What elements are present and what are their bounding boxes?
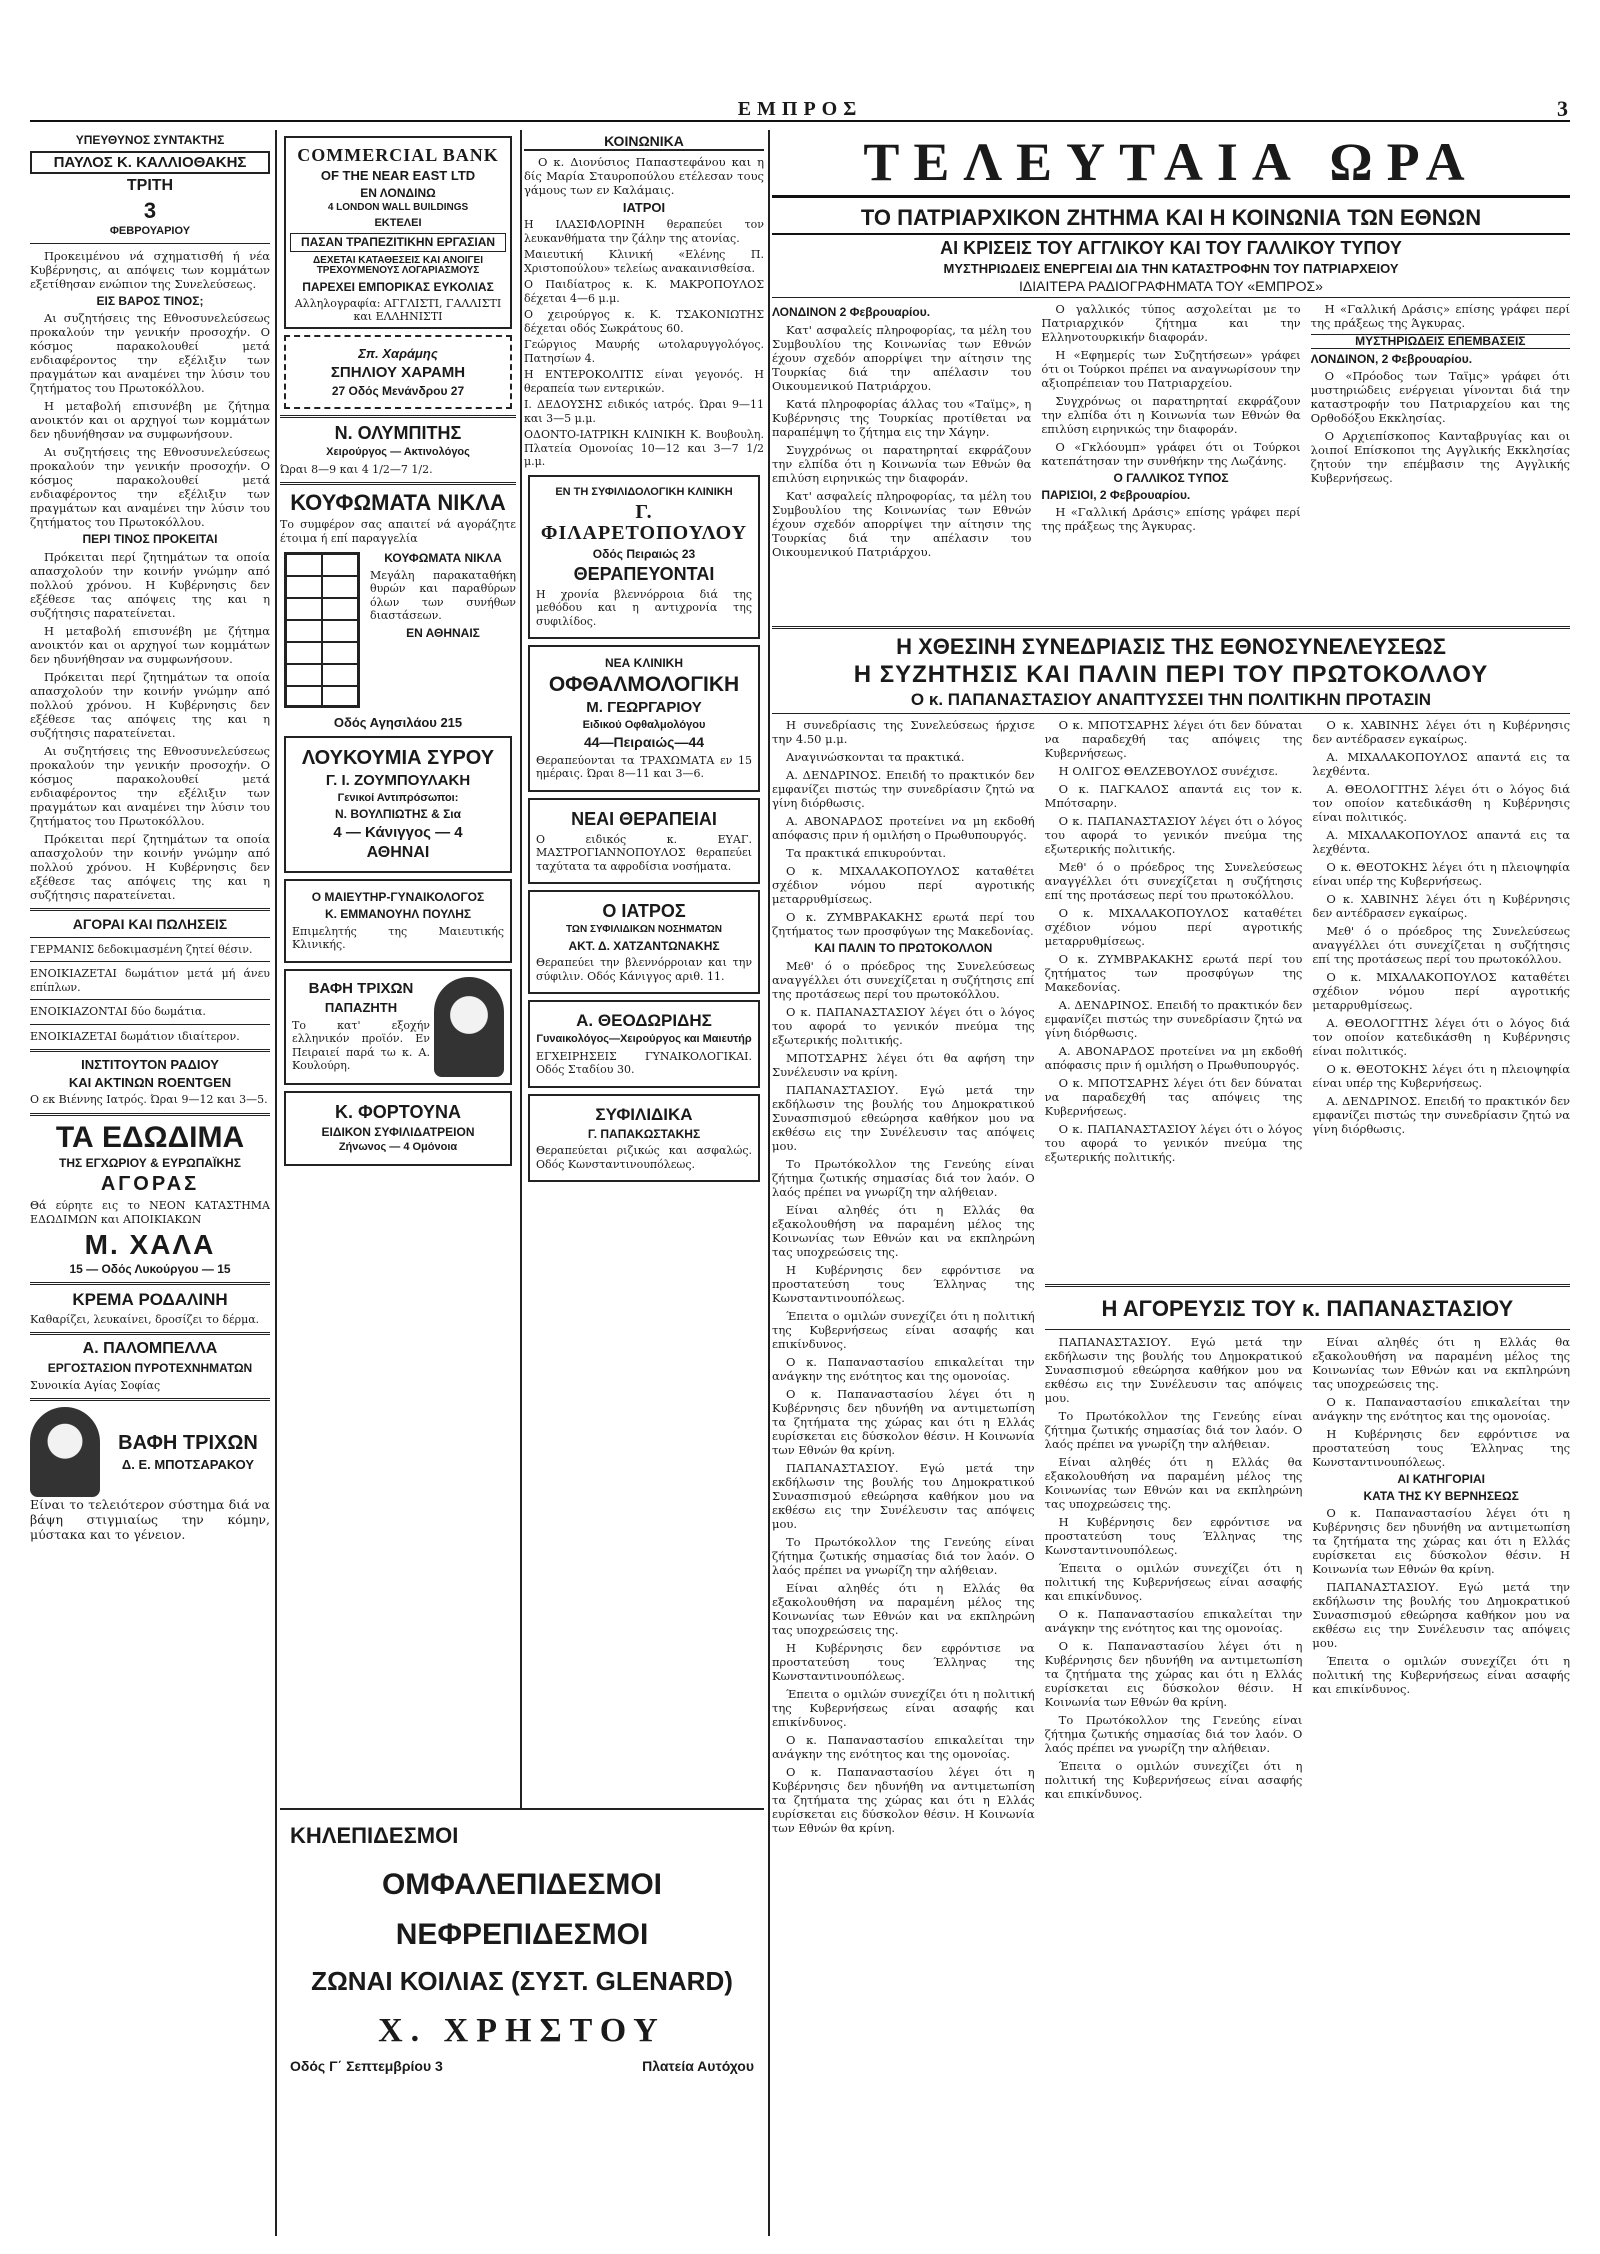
speech-text: ΠΑΠΑΝΑΣΤΑΣΙΟΥ. Εγώ μετά την εκδήλωσιν της βουλής του Δημοκρατικού Συνασπισμού εθεώρησα καθήκον μου να εκθέσω εις την Συνέλευσιν τας απόψεις μου.: [1312, 1580, 1570, 1651]
speech-text: Έπειτα ο ομιλών συνεχίζει ότι η πολιτική της Κυβερνήσεως είναι ασαφής και επικίνδυνος.: [1044, 1561, 1303, 1604]
pharmacy-address: 27 Οδός Μενάνδρου 27: [331, 383, 465, 398]
eye-ad-name: Μ. ΓΕΩΡΓΑΡΙΟΥ: [586, 699, 702, 716]
eye-ad-title: ΟΦΘΑΛΜΟΛΟΓΙΚΗ: [548, 672, 740, 696]
social-text: Ο κ. Διονύσιος Παπαστεφάνου και η δίς Μαρία Σταυροπούλου ετέλεσαν τους γάμους των εν Καλάμαις.: [524, 154, 764, 197]
speech-text: Η Κυβέρνησις δεν εφρόντισε να προστατεύση τους Έλληνας της Κωνσταντινουπόλεως.: [1044, 1515, 1303, 1558]
theodoridis-ad: [528, 1000, 760, 1087]
syfil-ad-title: ΣΥΦΙΛΙΔΙΚΑ: [595, 1104, 693, 1124]
editor-name: ΠΑΥΛΟΣ Κ. ΚΑΛΛΙΟΘΑΚΗΣ: [30, 151, 270, 175]
session-text: Ο κ. ΜΠΟΤΣΑΡΗΣ λέγει ότι δεν δύναται να παραδεχθή τας απόψεις της Κυβερνήσεως.: [1044, 718, 1303, 761]
subhead-mysterious: ΜΥΣΤΗΡΙΩΔΕΙΣ ΕΠΕΜΒΑΣΕΙΣ: [1311, 334, 1570, 349]
session-text: Ο κ. ΘΕΟΤΟΚΗΣ λέγει ότι η πλειοψηφία είναι υπέρ της Κυβερνήσεως.: [1312, 1062, 1570, 1091]
article-text: Πρόκειται περί ζητημάτων τα οποία απασχολούν την κοινήν γνώμην από πολλού χρόνου. Η Κυβέρνησις δεν εξέθεσε τας απόψεις της και η συζήτησις παρατείνεται.: [30, 831, 270, 902]
news-text: Ο γαλλικός τύπος ασχολείται με το Πατριαρχικόν ζήτημα και την Ελληνοτουρκικήν διαφοράν.: [1041, 302, 1301, 344]
eye-ad-subtitle: Ειδικού Οφθαλμολόγου: [582, 718, 706, 731]
hairdye-ad-name: ΠΑΠΑΖΗΤΗ: [324, 1000, 398, 1016]
eye-clinic-ad: [528, 645, 760, 792]
speech-text: Ο κ. Παπαναστασίου επικαλείται την ανάγκην της ενότητος και της ομονοίας.: [1312, 1395, 1570, 1424]
speech-text: ΠΑΠΑΝΑΣΤΑΣΙΟΥ. Εγώ μετά την εκδήλωσιν της βουλής του Δημοκρατικού Συνασπισμού εθεώρησα καθήκον μου να εκθέσω εις την Συνέλευσιν τας απόψεις μου.: [1044, 1335, 1303, 1406]
bank-ad: [284, 136, 512, 329]
news-text: Η «Γαλλική Δράσις» επίσης γράφει περί της πράξεως της Άγκυρας.: [1041, 505, 1301, 534]
neai-ad: [528, 798, 760, 884]
speech-text: Είναι αληθές ότι η Ελλάς θα εξακολουθήση να παραμένη μέλος της Κοινωνίας των Εθνών και να εκπληρώνη τας υποχρεώσεις της.: [1044, 1455, 1303, 1512]
news-text: Ο Αρχιεπίσκοπος Κανταβρυγίας και οι λοιποί Επίσκοποι της Αγγλικής Εκκλησίας ζητούν την επέμβασιν της Αγγλικής Κυβερνήσεως.: [1310, 429, 1570, 486]
truss-ad-line2: ΟΜΦΑΛΕΠΙΔΕΣΜΟΙ: [381, 1868, 663, 1902]
midwife-ad: [284, 879, 512, 962]
woman-portrait-icon: [30, 1407, 100, 1497]
article-text: Η μεταβολή επισυνέβη με ζήτημα ανοικτόν και οι αρχηγοί των κομμάτων δεν ηδυνήθησαν να συμφωνήσουν.: [30, 399, 270, 442]
subhead: ΠΕΡΙ ΤΙΝΟΣ ΠΡΟΚΕΙΤΑΙ: [82, 532, 218, 547]
session-subhead: ΚΑΙ ΠΑΛΙΝ ΤΟ ΠΡΩΤΟΚΟΛΛΟΝ: [814, 941, 993, 956]
bank-name-line2: OF THE NEAR EAST LTD: [320, 167, 476, 183]
session-headline: Η ΧΘΕΣΙΝΗ ΣΥΝΕΔΡΙΑΣΙΣ ΤΗΣ ΕΘΝΟΣΥΝΕΛΕΥΣΕΩΣ: [896, 634, 1446, 659]
olympitis-ad-title: Ν. ΟΛΥΜΠΙΤΗΣ: [334, 423, 462, 444]
fireworks-ad-subtitle: ΕΡΓΟΣΤΑΣΙΟΝ ΠΥΡΟΤΕΧΝΗΜΑΤΩΝ: [47, 1361, 253, 1376]
column-rule: [275, 130, 277, 2236]
column-1: [30, 130, 270, 2236]
article-text: Αι συζητήσεις της Εθνοσυνελεύσεως προκαλούν την γενικήν προσοχήν. Ο κόσμος παρακολουθεί μετά ενδιαφέροντος την εξέλιξιν των πραγμάτων και αναμένει την λύσιν του ζητήματος του Πρωτοκόλλου.: [30, 743, 270, 828]
session-text: Ο κ. ΠΑΠΑΝΑΣΤΑΣΙΟΥ λέγει ότι ο λόγος του αφορά το γενικόν πνεύμα της εξωτερικής πολιτικής.: [1044, 1122, 1303, 1165]
subhead-french-press: Ο ΓΑΛΛΙΚΟΣ ΤΥΠΟΣ: [1113, 471, 1229, 485]
cream-ad-title: ΚΡΕΜΑ ΡΟΔΑΛΙΝΗ: [72, 1290, 228, 1310]
news-col-b: [1041, 302, 1300, 620]
session-text: Ο κ. ΜΠΟΤΣΑΡΗΣ λέγει ότι δεν δύναται να παραδεχθή τας απόψεις της Κυβερνήσεως.: [1044, 1076, 1303, 1119]
session-text: Ο κ. ΧΑΒΙΝΗΣ λέγει ότι η Κυβέρνησις δεν αντέδρασεν εγκαίρως.: [1312, 718, 1570, 747]
session-text: Α. ΔΕΝΔΡΙΝΟΣ. Επειδή το πρακτικόν δεν εμφανίζει πιστώς την συνεδρίασιν ζητώ να γίνη διόρθωσις.: [1044, 998, 1303, 1041]
bank-address: 4 LONDON WALL BUILDINGS: [327, 202, 469, 214]
session-text: Τα πρακτικά επικυρούνται.: [786, 846, 947, 861]
pharmacy-ad: [284, 335, 512, 409]
doctors-heading: ΙΑΤΡΟΙ: [622, 199, 666, 215]
session-text: ΜΠΟΤΣΑΡΗΣ λέγει ότι θα αφήση την Συνέλευσιν να κρίνη.: [772, 1050, 1035, 1079]
column-2: [280, 130, 516, 1804]
doctor-ad: Γεώργιος Μαυρής ωτολαρυγγολόγος. Πατησίων 4.: [524, 338, 764, 365]
neai-ad-text: Ο ειδικός κ. ΕΥΑΓ. ΜΑΣΤΡΟΓΙΑΝΝΟΠΟΥΛΟΣ θεραπεύει ταχύτατα τα αφροδίσια νοσήματα.: [536, 832, 752, 873]
dye-ad-name: Δ. Ε. ΜΠΟΤΣΑΡΑΚΟΥ: [121, 1456, 255, 1472]
syros-ad-title: ΛΟΥΚΟΥΜΙΑ ΣΥΡΟΥ: [301, 747, 495, 770]
midwife-ad-title: Ο ΜΑΙΕΥΤΗΡ-ΓΥΝΑΙΚΟΛΟΓΟΣ: [311, 890, 485, 905]
hairdye-ad: [284, 969, 512, 1085]
dye-ad-text: Είναι το τελειότερον σύστημα διά να βάψη στιγμιαίως την κόμην, μύστακα και το γένειον.: [30, 1497, 270, 1543]
syfilidika-ad: [528, 1094, 760, 1182]
truss-ad-name: Χ. ΧΡΗΣΤΟΥ: [378, 2012, 666, 2050]
session-text: Μεθ' ό ο πρόεδρος της Συνελεύσεως αναγγέλλει ότι συνεχίζεται η συζήτησις επί της προτάσεως περί του πρωτοκόλλου.: [1312, 924, 1570, 967]
classifieds-heading: ΑΓΟΡΑΙ ΚΑΙ ΠΩΛΗΣΕΙΣ: [72, 915, 228, 932]
session-text: Έπειτα ο ομιλών συνεχίζει ότι η πολιτική της Κυβερνήσεως είναι ασαφής και επικίνδυνος.: [772, 1308, 1035, 1351]
speech-text: Η Κυβέρνησις δεν εφρόντισε να προστατεύση τους Έλληνας της Κωνσταντινουπόλεως.: [1312, 1427, 1570, 1470]
session-text: Ο κ. ΜΙΧΑΛΑΚΟΠΟΥΛΟΣ καταθέτει σχέδιον νόμου περί αγροτικής μεταρρυθμίσεως.: [772, 864, 1035, 907]
session-text: Α. ΑΒΟΝΑΡΔΟΣ προτείνει να μη εκδοθή απόφασις πριν ή ομιλήση ο Πρωθυπουργός.: [772, 814, 1035, 843]
bank-services: ΠΑΣΑΝ ΤΡΑΠΕΖΙΤΙΚΗΝ ΕΡΓΑΣΙΑΝ: [290, 233, 506, 252]
headline-mystery: ΜΥΣΤΗΡΙΩΔΕΙΣ ΕΝΕΡΓΕΙΑΙ ΔΙΑ ΤΗΝ ΚΑΤΑΣΤΡΟΦΗΝ ΤΟΥ ΠΑΤΡΙΑΡΧΕΙΟΥ: [943, 260, 1399, 276]
issue-month: ΦΕΒΡΟΥΑΡΙΟΥ: [109, 225, 191, 238]
fortouna-ad-subtitle: ΕΙΔΙΚΟΝ ΣΥΦΙΛΙΔΑΤΡΕΙΟΝ: [321, 1124, 475, 1139]
session-text: Α. ΔΕΝΔΡΙΝΟΣ. Επειδή το πρακτικόν δεν εμφανίζει πιστώς την συνεδρίασιν ζητώ να γίνη διόρθωσις.: [1312, 1094, 1570, 1137]
session-text: Ο κ. ΜΙΧΑΛΑΚΟΠΟΥΛΟΣ καταθέτει σχέδιον νόμου περί αγροτικής μεταρρυθμίσεως.: [1044, 906, 1303, 949]
session-right: [1045, 718, 1570, 2036]
syfil-ad-name: Γ. ΠΑΠΑΚΩΣΤΑΚΗΣ: [587, 1126, 701, 1141]
newspaper-title: ΕΜΠΡΟΣ: [737, 100, 863, 120]
session-text: Το Πρωτόκολλον της Γενεύης είναι ζήτημα ζωτικής σημασίας διά τον λαόν. Ο λαός πρέπει να γνωρίζη την αλήθειαν.: [772, 1156, 1035, 1199]
speech-col-b: [1312, 1335, 1570, 2036]
clinic-ad: [528, 475, 760, 640]
speech-subhead-2: ΚΑΤΑ ΤΗΣ ΚΥ ΒΕΡΝΗΣΕΩΣ: [1363, 1488, 1519, 1503]
session-text: Α. ΜΙΧΑΛΑΚΟΠΟΥΛΟΣ απαντά εις τα λεχθέντα.: [1312, 750, 1570, 779]
food-ad-subtitle: ΤΗΣ ΕΓΧΩΡΙΟΥ & ΕΥΡΩΠΑΪΚΗΣ: [59, 1156, 241, 1171]
session-deck: Ο κ. ΠΑΠΑΝΑΣΤΑΣΙΟΥ ΑΝΑΠΤΥΣΣΕΙ ΤΗΝ ΠΟΛΙΤΙΚΗΝ ΠΡΟΤΑΣΙΝ: [772, 691, 1570, 714]
syros-ad-sub: Γενικοί Αντιπρόσωποι:: [337, 791, 459, 804]
iatros-ad-subtitle: ΤΩΝ ΣΥΦΙΛΙΔΙΚΩΝ ΝΟΣΗΜΑΤΩΝ: [566, 924, 722, 936]
session-text: Ο κ. Παπαναστασίου λέγει ότι η Κυβέρνησις δεν ηδυνήθη να αντιμετωπίση τα ζητήματα της χώρας και ότι η Ελλάς ευρίσκεται εις δύσκολον θέσιν. Η Κοινωνία των Εθνών θα κρίνη.: [772, 1386, 1035, 1457]
clinic-ad-claim: ΘΕΡΑΠΕΥΟΝΤΑΙ: [573, 563, 715, 584]
clinic-ad-name: Γ. ΦΙΛΑΡΕΤΟΠΟΥΛΟΥ: [540, 501, 748, 545]
masthead: [30, 100, 1570, 122]
article-text: Αι συζητήσεις της Εθνοσυνελεύσεως προκαλούν την γενικήν προσοχήν. Ο κόσμος παρακολουθεί μετά ενδιαφέροντος την εξέλιξιν των πραγμάτων και αναμένει την λύσιν του ζητήματος του Πρωτοκόλλου.: [30, 311, 270, 396]
nikla-ad-text: Το συμφέρον σας απαιτεί νά αγοράζητε έτοιμα ή επί παραγγελία: [280, 518, 516, 545]
session-text: Η Κυβέρνησις δεν εφρόντισε να προστατεύση τους Έλληνας της Κωνσταντινουπόλεως.: [772, 1640, 1035, 1683]
midwife-ad-name: Κ. ΕΜΜΑΝΟΥΗΛ ΠΟΥΛΗΣ: [324, 907, 472, 922]
news-text: Η «Γαλλική Δράσις» επίσης γράφει περί της πράξεως της Άγκυρας.: [1310, 302, 1570, 330]
news-text: Συγχρόνως οι παρατηρηταί εκφράζουν την ελπίδα ότι η Κοινωνία των Εθνών θα επιλύση ειρηνικώς την διαφοράν.: [772, 442, 1032, 485]
session-text: Μεθ' ό ο πρόεδρος της Συνελεύσεως αναγγέλλει ότι συνεχίζεται η συζήτησις επί της προτάσεως περί του πρωτοκόλλου.: [1044, 860, 1303, 903]
session-text: Α. ΘΕΟΛΟΓΙΤΗΣ λέγει ότι ο λόγος διά τον οποίον κατεδικάσθη η Κυβέρνησις είναι πολιτικός.: [1312, 782, 1570, 825]
session-text: Η ΟΛΙΓΟΣ ΘΕΛΖΕΒΟΥΛΟΣ συνέχισε.: [1058, 764, 1279, 779]
session-text: Ο κ. ΧΑΒΙΝΗΣ λέγει ότι η Κυβέρνησις δεν αντέδρασεν εγκαίρως.: [1312, 892, 1570, 921]
news-col-c: [1311, 302, 1570, 620]
session-text: Α. ΘΕΟΛΟΓΙΤΗΣ λέγει ότι ο λόγος διά τον οποίον κατεδικάσθη η Κυβέρνησις είναι πολιτικός.: [1312, 1016, 1570, 1059]
iatros-ad-text: Θεραπεύει την βλεννόρροιαν και την σύφιλιν. Οδός Κάνιγγος αριθ. 11.: [536, 956, 752, 983]
issue-day: ΤΡΙΤΗ: [126, 177, 174, 195]
headline-radiograms: ΙΔΙΑΙΤΕΡΑ ΡΑΔΙΟΓΡΑΦΗΜΑΤΑ ΤΟΥ «ΕΜΠΡΟΣ»: [772, 279, 1570, 298]
dateline: ΛΟΝΔΙΝΟΝ, 2 Φεβρουαρίου.: [1310, 351, 1473, 366]
session-text: Ο κ. ΖΥΜΒΡΑΚΑΚΗΣ ερωτά περί του ζητήματος των προσφύγων της Μακεδονίας.: [772, 910, 1035, 939]
truss-ad-line1: ΚΗΛΕΠΙΔΕΣΜΟΙ: [290, 1823, 459, 1848]
midwife-ad-text: Επιμελητής της Μαιευτικής Κλινικής.: [292, 924, 504, 952]
bank-correspondence: Αλληλογραφία: ΑΓΓΛΙΣΤΙ, ΓΑΛΛΙΣΤΙ και ΕΛΛΗΝΙΣΤΙ: [294, 297, 502, 324]
hairdye-ad-text: Το κατ' εξοχήν ελληνικόν προϊόν. Εν Πειραιεί παρά τω κ. Α. Κουλούρη.: [292, 1018, 430, 1073]
latest-hour-banner: ΤΕΛΕΥΤΑΙΑ ΩΡΑ: [772, 134, 1570, 198]
truss-ad-line4: ΖΩΝΑΙ ΚΟΙΛΙΑΣ (ΣΥΣΤ. GLENARD): [311, 1966, 733, 1997]
subhead: ΕΙΣ ΒΑΡΟΣ ΤΙΝΟΣ;: [96, 293, 204, 308]
session-text: Ο κ. ΠΑΠΑΝΑΣΤΑΣΙΟΥ λέγει ότι ο λόγος του αφορά το γενικόν πνεύμα της εξωτερικής πολιτικής.: [1044, 814, 1303, 857]
session-text: Η Κυβέρνησις δεν εφρόντισε να προστατεύση τους Έλληνας της Κωνσταντινουπόλεως.: [772, 1262, 1035, 1305]
classified-ad: ΕΝΟΙΚΙΑΖΟΝΤΑΙ δύο δωμάτια.: [30, 1005, 206, 1019]
session-text: Ο κ. ΠΑΠΑΝΑΣΤΑΣΙΟΥ λέγει ότι ο λόγος του αφορά το γενικόν πνεύμα της εξωτερικής πολιτικής.: [772, 1004, 1035, 1047]
column-3: [524, 130, 764, 1804]
session-text: Το Πρωτόκολλον της Γενεύης είναι ζήτημα ζωτικής σημασίας διά τον λαόν. Ο λαός πρέπει να γνωρίζη την αλήθειαν.: [772, 1534, 1035, 1577]
hairdye-ad-title: ΒΑΦΗ ΤΡΙΧΩΝ: [308, 980, 414, 998]
syros-ad-rep: Ν. ΒΟΥΛΠΙΩΤΗΣ & Σια: [335, 807, 461, 822]
fortouna-ad-address: Ζήνωνος — 4 Ομόνοια: [338, 1141, 458, 1154]
session-text: Ο κ. Παπαναστασίου λέγει ότι η Κυβέρνησις δεν ηδυνήθη να αντιμετωπίση τα ζητήματα της χώρας και ότι η Ελλάς ευρίσκεται εις δύσκολον θέσιν. Η Κοινωνία των Εθνών θα κρίνη.: [772, 1764, 1035, 1835]
page-number: 3: [1557, 100, 1568, 121]
speech-text: Το Πρωτόκολλον της Γενεύης είναι ζήτημα ζωτικής σημασίας διά τον λαόν. Ο λαός πρέπει να γνωρίζη την αλήθειαν.: [1044, 1713, 1303, 1756]
headline-press: ΑΙ ΚΡΙΣΕΙΣ ΤΟΥ ΑΓΓΛΙΚΟΥ ΚΑΙ ΤΟΥ ΓΑΛΛΙΚΟΥ ΤΥΠΟΥ: [940, 237, 1402, 258]
radio-ad-title: ΙΝΣΤΙΤΟΥΤΟΝ ΡΑΔΙΟΥ: [81, 1057, 219, 1073]
speech-text: Ο κ. Παπαναστασίου επικαλείται την ανάγκην της ενότητος και της ομονοίας.: [1044, 1607, 1303, 1636]
food-ad-name: Μ. ΧΑΛΑ: [84, 1229, 216, 1261]
woman-portrait-icon: [434, 977, 504, 1077]
theo-ad-subtitle: Γυναικολόγος—Χειρούργος και Μαιευτήρ: [536, 1033, 752, 1046]
syros-ad-city: ΑΘΗΝΑΙ: [366, 843, 430, 861]
session-text: Α. ΜΙΧΑΛΑΚΟΠΟΥΛΟΣ απαντά εις τα λεχθέντα.: [1312, 828, 1570, 857]
neai-ad-title: ΝΕΑΙ ΘΕΡΑΠΕΙΑΙ: [571, 808, 717, 829]
session-text: Αναγινώσκονται τα πρακτικά.: [786, 750, 965, 765]
theo-ad-title: Α. ΘΕΟΔΩΡΙΔΗΣ: [576, 1011, 712, 1031]
olympitis-ad-text: Ώραι 8—9 και 4 1/2—7 1/2.: [280, 462, 433, 476]
session-text: Ο κ. Παπαναστασίου επικαλείται την ανάγκην της ενότητος και της ομονοίας.: [772, 1354, 1035, 1383]
intro-text: Προκειμένου νά σχηματισθή ή νέα Κυβέρνησις, αι απόψεις των κομμάτων εξετίθησαν ενώπιον της Συνελεύσεως.: [30, 248, 270, 291]
fortouna-ad-title: Κ. ΦΟΡΤΟΥΝΑ: [335, 1101, 461, 1122]
bank-deposits: ΔΕΧΕΤΑΙ ΚΑΤΑΘΕΣΕΙΣ ΚΑΙ ΑΝΟΙΓΕΙ ΤΡΕΧΟΥΜΕΝΟΥΣ ΛΟΓΑΡΙΑΣΜΟΥΣ: [312, 254, 484, 277]
session-text: Α. ΔΕΝΔΡΙΝΟΣ. Επειδή το πρακτικόν δεν εμφανίζει πιστώς την συνεδρίασιν ζητώ να γίνη διόρθωσις.: [772, 768, 1035, 811]
news-text: Κατ' ασφαλείς πληροφορίας, τα μέλη του Συμβουλίου της Κοινωνίας των Εθνών έχουν σχεδόν απορρίψει την αίτησιν της Τουρκίας διά την απέλασιν του Οικουμενικού Πατριάρχου.: [772, 322, 1032, 393]
eye-ad-address: 44—Πειραιώς—44: [583, 734, 705, 751]
speech-headline: Η ΑΓΟΡΕΥΣΙΣ ΤΟΥ κ. ΠΑΠΑΝΑΣΤΑΣΙΟΥ: [1101, 1296, 1514, 1322]
session-columns: [772, 718, 1570, 2036]
iatros-ad: [528, 890, 760, 994]
pharmacy-signature: Σπ. Χαράμης: [358, 346, 438, 362]
latest-news-section: [772, 130, 1570, 2236]
food-ad-address: 15 — Οδός Λυκούργου — 15: [69, 1262, 231, 1277]
session-text: ΠΑΠΑΝΑΣΤΑΣΙΟΥ. Εγώ μετά την εκδήλωσιν της βουλής του Δημοκρατικού Συνασπισμού εθεώρησα καθήκον μου να εκθέσω εις την Συνέλευσιν τας απόψεις μου.: [772, 1460, 1035, 1531]
speech-col-a: [1045, 1335, 1303, 2036]
bank-performs: ΕΚΤΕΛΕΙ: [374, 216, 422, 229]
speech-text: Έπειτα ο ομιλών συνεχίζει ότι η πολιτική της Κυβερνήσεως είναι ασαφής και επικίνδυνος.: [1312, 1654, 1570, 1697]
fireworks-ad-address: Συνοικία Αγίας Σοφίας: [30, 1378, 161, 1392]
session-text: Ο κ. ΜΙΧΑΛΑΚΟΠΟΥΛΟΣ καταθέτει σχέδιον νόμου περί αγροτικής μεταρρυθμίσεως.: [1312, 970, 1570, 1013]
article-text: Αι συζητήσεις της Εθνοσυνελεύσεως προκαλούν την γενικήν προσοχήν. Ο κόσμος παρακολουθεί μετά ενδιαφέροντος την εξέλιξιν των πραγμάτων και αναμένει την λύσιν του ζητήματος του Πρωτοκόλλου.: [30, 445, 270, 530]
session-col-b: [1045, 718, 1303, 1278]
classified-ad: ΕΝΟΙΚΙΑΖΕΤΑΙ δωμάτιον μετά μή άνευ επίπλων.: [30, 967, 270, 994]
doctor-ad: ΟΔΟΝΤΟ-ΙΑΤΡΙΚΗ ΚΛΙΝΙΚΗ Κ. Βουβουλη. Πλατεία Ομονοίας 10—12 και 3—7 1/2 μ.μ.: [524, 428, 764, 469]
iatros-ad-title: Ο ΙΑΤΡΟΣ: [602, 901, 686, 922]
clinic-ad-text: Η χρονία βλεννόρροια διά της μεθόδου και η αντιχρονία της συφιλίδος.: [536, 587, 752, 628]
news-text: Ο «Πρόοδος των Ταϊμς» γράφει ότι μυστηριώδεις ενέργειαι γίνονται διά την καταστροφήν του Πατριαρχείου και της Ορθοδόξου Εκκλησίας.: [1310, 369, 1570, 426]
session-col-a: [772, 718, 1035, 2036]
classified-ad: ΓΕΡΜΑΝΙΣ δεδοκιμασμένη ζητεί θέσιν.: [30, 942, 253, 956]
social-heading: ΚΟΙΝΩΝΙΚΑ: [524, 134, 764, 151]
session-text: Ο κ. ΠΑΓΚΑΛΟΣ απαντά εις τον κ. Μπότσαρην.: [1044, 782, 1303, 811]
syros-ad: [284, 736, 512, 873]
syfil-ad-text: Θεραπεύεται ριζικώς και ασφαλώς. Οδός Κωνσταντινουπόλεως.: [536, 1144, 752, 1171]
article-text: Η μεταβολή επισυνέβη με ζήτημα ανοικτόν και οι αρχηγοί των κομμάτων δεν ηδυνήθησαν να συμφωνήσουν.: [30, 623, 270, 666]
nikla-ad-address: Οδός Αγησιλάου 215: [333, 715, 463, 731]
session-text: Μεθ' ό ο πρόεδρος της Συνελεύσεως αναγγέλλει ότι συνεχίζεται η συζήτησις επί της προτάσεως περί του πρωτοκόλλου.: [772, 958, 1035, 1001]
nikla-ad-title: ΚΟΥΦΩΜΑΤΑ ΝΙΚΛΑ: [290, 490, 506, 516]
syros-ad-name: Γ. Ι. ΖΟΥΜΠΟΥΛΑΚΗ: [325, 772, 471, 790]
clinic-ad-address: Οδός Πειραιώς 23: [592, 547, 696, 562]
speech-text: Ο κ. Παπαναστασίου λέγει ότι η Κυβέρνησις δεν ηδυνήθη να αντιμετωπίση τα ζητήματα της χώρας και ότι η Ελλάς ευρίσκεται εις δύσκολον θέσιν. Η Κοινωνία των Εθνών θα κρίνη.: [1044, 1639, 1303, 1710]
iatros-ad-name: ΑΚΤ. Δ. ΧΑΤΖΑΝΤΩΝΑΚΗΣ: [568, 938, 720, 953]
news-col-a: [772, 302, 1031, 620]
truss-ad: [280, 1808, 764, 2236]
nikla-ad-shop: ΚΟΥΦΩΜΑΤΑ ΝΙΚΛΑ: [384, 551, 502, 566]
session-text: Ο κ. Παπαναστασίου επικαλείται την ανάγκην της ενότητος και της ομονοίας.: [772, 1732, 1035, 1761]
cream-ad-text: Καθαρίζει, λευκαίνει, δροσίζει το δέρμα.: [30, 1312, 260, 1326]
session-text: Είναι αληθές ότι η Ελλάς θα εξακολουθήση να παραμένη μέλος της Κοινωνίας των Εθνών και να εκπληρώνη τας υποχρεώσεις της.: [772, 1580, 1035, 1637]
food-ad-title: ΤΑ ΕΔΩΔΙΜΑ: [55, 1120, 245, 1154]
food-ad-where: Θά εύρητε εις το ΝΕΟΝ ΚΑΤΑΣΤΗΜΑ ΕΔΩΔΙΜΩΝ και ΑΠΟΙΚΙΑΚΩΝ: [30, 1199, 270, 1226]
food-ad-market: ΑΓΟΡΑΣ: [100, 1173, 200, 1196]
clinic-ad-heading: ΕΝ ΤΗ ΣΥΦΙΛΙΔΟΛΟΓΙΚΗ ΚΛΙΝΙΚΗ: [555, 485, 733, 498]
nikla-ad-city: ΕΝ ΑΘΗΝΑΙΣ: [406, 625, 480, 640]
session-text: Είναι αληθές ότι η Ελλάς θα εξακολουθήση να παραμένη μέλος της Κοινωνίας των Εθνών και να εκπληρώνη τας υποχρεώσεις της.: [772, 1202, 1035, 1259]
eye-ad-text: Θεραπεύονται τα ΤΡΑΧΩΜΑΤΑ εν 15 ημέραις. Ώραι 8—11 και 3—6.: [536, 753, 752, 781]
speech-text: Ο κ. Παπαναστασίου λέγει ότι η Κυβέρνησις δεν ηδυνήθη να αντιμετωπίση τα ζητήματα της χώρας και ότι η Ελλάς ευρίσκεται εις δύσκολον θέσιν. Η Κοινωνία των Εθνών θα κρίνη.: [1312, 1506, 1570, 1577]
fireworks-ad-title: Α. ΠΑΛΟΜΠΕΛΛΑ: [82, 1340, 218, 1358]
news-text: Κατ' ασφαλείς πληροφορίας, τα μέλη του Συμβουλίου της Κοινωνίας των Εθνών έχουν σχεδόν απορρίψει την αίτησιν της Τουρκίας διά την απέλασιν του Οικουμενικού Πατριάρχου.: [772, 488, 1032, 559]
speech-text: Το Πρωτόκολλον της Γενεύης είναι ζήτημα ζωτικής σημασίας διά τον λαόν. Ο λαός πρέπει να γνωρίζη την αλήθειαν.: [1044, 1409, 1303, 1452]
dateline: ΛΟΝΔΙΝΟΝ 2 Φεβρουαρίου.: [772, 305, 931, 319]
doctor-ad: Ο Παιδίατρος κ. Κ. ΜΑΚΡΟΠΟΥΛΟΣ δέχεται 4—6 μ.μ.: [524, 278, 764, 305]
dye-ad-title: ΒΑΦΗ ΤΡΙΧΩΝ: [118, 1431, 258, 1454]
nikla-ad-desc: Μεγάλη παρακαταθήκη θυρών και παραθύρων όλων των συνήθων διαστάσεων.: [370, 568, 516, 623]
news-text: Κατά πληροφορίας άλλας του «Ταϊμς», η Κυβέρνησις της Τουρκίας προτίθεται να παραπέμψη το ζήτημα εις την Χάγην.: [772, 396, 1032, 439]
olympitis-ad-subtitle: Χειρούργος — Ακτινολόγος: [326, 446, 470, 459]
syros-ad-address: 4 — Κάνιγγος — 4: [333, 823, 463, 841]
doctor-ad: Η ΕΝΤΕΡΟΚΟΛΙΤΙΣ είναι γεγονός. Η θεραπεία των εντερικών.: [524, 368, 764, 395]
article-text: Πρόκειται περί ζητημάτων τα οποία απασχολούν την κοινήν γνώμην από πολλού χρόνου. Η Κυβέρνησις δεν εξέθεσε τας απόψεις της και η συζήτησις παρατείνεται.: [30, 549, 270, 620]
session-text: ΠΑΠΑΝΑΣΤΑΣΙΟΥ. Εγώ μετά την εκδήλωσιν της βουλής του Δημοκρατικού Συνασπισμού εθεώρησα καθήκον μου να εκθέσω εις την Συνέλευσιν τας απόψεις μου.: [772, 1082, 1035, 1153]
doctor-ad: Η ΙΛΑΣΙΦΛΟΡΙΝΗ θεραπεύει τον λευκανθήματα την ζάλην της ατονίας.: [524, 218, 764, 245]
session-text: Η συνεδρίασις της Συνελεύσεως ήρχισε την 4.50 μ.μ.: [772, 718, 1035, 747]
classified-ad: ΕΝΟΙΚΙΑΖΕΤΑΙ δωμάτιον ιδιαίτερον.: [30, 1029, 240, 1043]
speech-subhead: ΑΙ ΚΑΤΗΓΟΡΙΑΙ: [1397, 1472, 1485, 1487]
news-text: Συγχρόνως οι παρατηρηταί εκφράζουν την ελπίδα ότι η Κοινωνία των Εθνών θα επιλύση ειρηνικώς την διαφοράν.: [1041, 394, 1301, 436]
radio-ad-subtitle: ΚΑΙ ΑΚΤΙΝΩΝ ROENTGEN: [68, 1074, 232, 1090]
bank-name: COMMERCIAL BANK: [297, 145, 499, 165]
truss-ad-address2: Πλατεία Αυτόχου: [642, 2058, 754, 2075]
pharmacy-name: ΣΠΗΛΙΟΥ ΧΑΡΑΜΗ: [330, 364, 466, 381]
doctor-ad: Μαιευτική Κλινική «Ελένης Π. Χριστοπούλου» τελείως ανακαινισθείσα.: [524, 248, 764, 275]
session-col-c: [1312, 718, 1570, 1278]
bank-commerce: ΠΑΡΕΧΕΙ ΕΜΠΟΡΙΚΑΣ ΕΥΚΟΛΙΑΣ: [302, 279, 494, 294]
session-subheadline: Η ΣΥΖΗΤΗΣΙΣ ΚΑΙ ΠΑΛΙΝ ΠΕΡΙ ΤΟΥ ΠΡΩΤΟΚΟΛΛΟΥ: [853, 661, 1489, 689]
doctor-ad: Ο χειρούργος κ. Κ. ΤΣΑΚΟΝΙΩΤΗΣ δέχεται οδός Σωκράτους 60.: [524, 308, 764, 335]
fortouna-ad: [284, 1091, 512, 1166]
session-text: Ο κ. ΘΕΟΤΟΚΗΣ λέγει ότι η πλειοψηφία είναι υπέρ της Κυβερνήσεως.: [1312, 860, 1570, 889]
editor-label: ΥΠΕΥΘΥΝΟΣ ΣΥΝΤΑΚΤΗΣ: [75, 133, 225, 147]
theo-ad-text: ΕΓΧΕΙΡΗΣΕΙΣ ΓΥΝΑΙΚΟΛΟΓΙΚΑΙ. Οδός Σταδίου 30.: [536, 1049, 752, 1077]
session-text: Α. ΑΒΟΝΑΡΔΟΣ προτείνει να μη εκδοθή απόφασις πριν ή ομιλήση ο Πρωθυπουργός.: [1044, 1044, 1303, 1073]
news-text: Ο «Γκλόουμπ» γράφει ότι οι Τούρκοι κατεπάτησαν την συνθήκην της Λωζάνης.: [1041, 440, 1301, 468]
bank-city: ΕΝ ΛΟΝΔΙΝΩ: [360, 185, 436, 200]
truss-ad-line3: ΝΕΦΡΕΠΙΔΕΣΜΟΙ: [395, 1917, 649, 1951]
window-frame-icon: [284, 552, 360, 708]
issue-date: 3: [143, 198, 157, 224]
headline-patriarchate: ΤΟ ΠΑΤΡΙΑΡΧΙΚΟΝ ΖΗΤΗΜΑ ΚΑΙ Η ΚΟΙΝΩΝΙΑ ΤΩΝ ΕΘΝΩΝ: [772, 202, 1570, 235]
session-text: Έπειτα ο ομιλών συνεχίζει ότι η πολιτική της Κυβερνήσεως είναι ασαφής και επικίνδυνος.: [772, 1686, 1035, 1729]
radio-ad-text: Ο εκ Βιέννης Ιατρός. Ώραι 9—12 και 3—5.: [30, 1093, 268, 1107]
truss-ad-address: Οδός Γ΄ Σεπτεμβρίου 3: [290, 2058, 443, 2075]
article-text: Πρόκειται περί ζητημάτων τα οποία απασχολούν την κοινήν γνώμην από πολλού χρόνου. Η Κυβέρνησις δεν εξέθεσε τας απόψεις της και η συζήτησις παρατείνεται.: [30, 669, 270, 740]
eye-ad-pre: ΝΕΑ ΚΛΙΝΙΚΗ: [604, 656, 683, 671]
session-text: Ο κ. ΖΥΜΒΡΑΚΑΚΗΣ ερωτά περί του ζητήματος των προσφύγων της Μακεδονίας.: [1044, 952, 1303, 995]
doctor-ad: Ι. ΔΕΔΟΥΣΗΣ ειδικός ιατρός. Ώραι 9—11 και 3—5 μ.μ.: [524, 398, 764, 425]
dateline: ΠΑΡΙΣΙΟΙ, 2 Φεβρουαρίου.: [1041, 487, 1191, 502]
speech-text: Είναι αληθές ότι η Ελλάς θα εξακολουθήση να παραμένη μέλος της Κοινωνίας των Εθνών και να εκπληρώνη τας υποχρεώσεις της.: [1312, 1335, 1570, 1392]
column-rule: [768, 130, 770, 2236]
speech-text: Έπειτα ο ομιλών συνεχίζει ότι η πολιτική της Κυβερνήσεως είναι ασαφής και επικίνδυνος.: [1044, 1759, 1303, 1802]
news-text: Η «Εφημερίς των Συζητήσεων» γράφει ότι οι Τούρκοι πρέπει να αναγνωρίσουν την αξιοπρέπειαν του Πατριαρχείου.: [1041, 348, 1301, 390]
